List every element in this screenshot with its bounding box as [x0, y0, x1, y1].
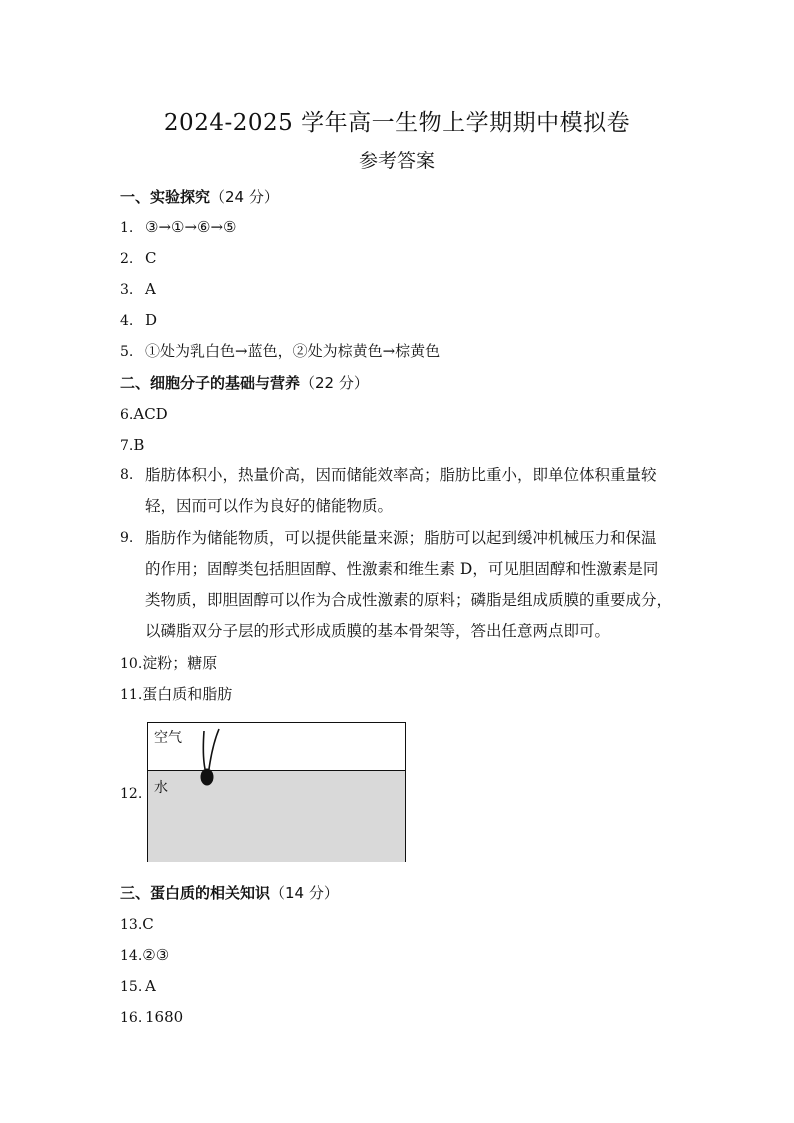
answer-13 [120, 914, 154, 935]
answer-number: 3. [120, 282, 134, 298]
answer-number: 6. [120, 407, 134, 423]
section-score: （14 分） [270, 884, 339, 902]
answer-number: 2. [120, 251, 134, 267]
answer-1 [120, 217, 237, 238]
answer-15 [120, 976, 156, 997]
answer-number: 9. [120, 530, 134, 546]
answer-number: 8. [120, 467, 134, 483]
answer-text: 蛋白质和脂肪 [142, 685, 233, 703]
section-heading-3 [120, 882, 339, 903]
document-title: 2024-2025 学年高一生物上学期期中模拟卷 [163, 110, 631, 136]
air-label: 空气 [154, 730, 182, 746]
answer-number: 15. [120, 979, 143, 995]
document-subtitle: 参考答案 [358, 150, 435, 172]
answer-9 [120, 523, 680, 647]
answer-11 [120, 684, 232, 705]
answer-text: ③→①→⑥→⑤ [145, 218, 237, 236]
phospholipid-molecule-icon [148, 723, 407, 863]
answer-text: A [145, 977, 156, 995]
answer-number: 4. [120, 313, 134, 329]
answer-line: 以磷脂双分子层的形式形成质膜的基本骨架等，答出任意两点即可。 [145, 622, 611, 640]
answer-text: ②③ [142, 946, 170, 964]
answer-number: 12. [120, 786, 143, 802]
answer-number: 1. [120, 220, 134, 236]
answer-10 [120, 653, 217, 674]
section-heading-1 [120, 186, 279, 207]
answer-text: ACD [133, 405, 168, 423]
answer-text: A [145, 280, 156, 298]
answer-14 [120, 945, 169, 966]
answer-number: 14. [120, 948, 143, 964]
section-title: 三、蛋白质的相关知识 [120, 884, 271, 902]
answer-3 [120, 279, 156, 300]
answer-text: ①处为乳白色→蓝色，②处为棕黄色→棕黄色 [145, 342, 441, 360]
answer-text: B [133, 436, 145, 454]
answer-16 [120, 1007, 183, 1028]
answer-number: 16. [120, 1010, 143, 1026]
answer-line: 轻，因而可以作为良好的储能物质。 [145, 497, 394, 515]
answer-text: D [145, 311, 158, 329]
section-score: （24 分） [210, 188, 279, 206]
answer-line: 脂肪作为储能物质，可以提供能量来源；脂肪可以起到缓冲机械压力和保温 [145, 529, 657, 547]
water-label: 水 [154, 780, 168, 796]
answer-4 [120, 310, 157, 331]
answer-text: C [142, 915, 154, 933]
answer-number: 10. [120, 656, 143, 672]
section-score: （22 分） [300, 374, 369, 392]
answer-2 [120, 248, 156, 269]
answer-line: 脂肪体积小，热量价高，因而储能效率高；脂肪比重小，即单位体积重量较 [145, 466, 657, 484]
answer-number: 13. [120, 917, 143, 933]
answer-line: 的作用；固醇类包括胆固醇、性激素和维生素 D，可见胆固醇和性激素是同 [145, 560, 659, 578]
answer-5 [120, 341, 440, 362]
answer-text: 淀粉；糖原 [142, 654, 218, 672]
answer-line: 类物质，即胆固醇可以作为合成性激素的原料；磷脂是组成质膜的重要成分， [145, 591, 673, 609]
section-heading-2 [120, 372, 369, 393]
answer-number: 5. [120, 344, 134, 360]
answer-number: 11. [120, 687, 143, 703]
answer-8 [120, 460, 680, 522]
section-title: 一、实验探究 [120, 188, 211, 206]
phospholipid-diagram [147, 722, 406, 862]
section-title: 二、细胞分子的基础与营养 [120, 374, 301, 392]
answer-7 [120, 435, 144, 456]
answer-number: 7. [120, 438, 134, 454]
answer-text: 1680 [145, 1008, 184, 1026]
answer-6 [120, 404, 168, 425]
answer-text: C [145, 249, 157, 267]
